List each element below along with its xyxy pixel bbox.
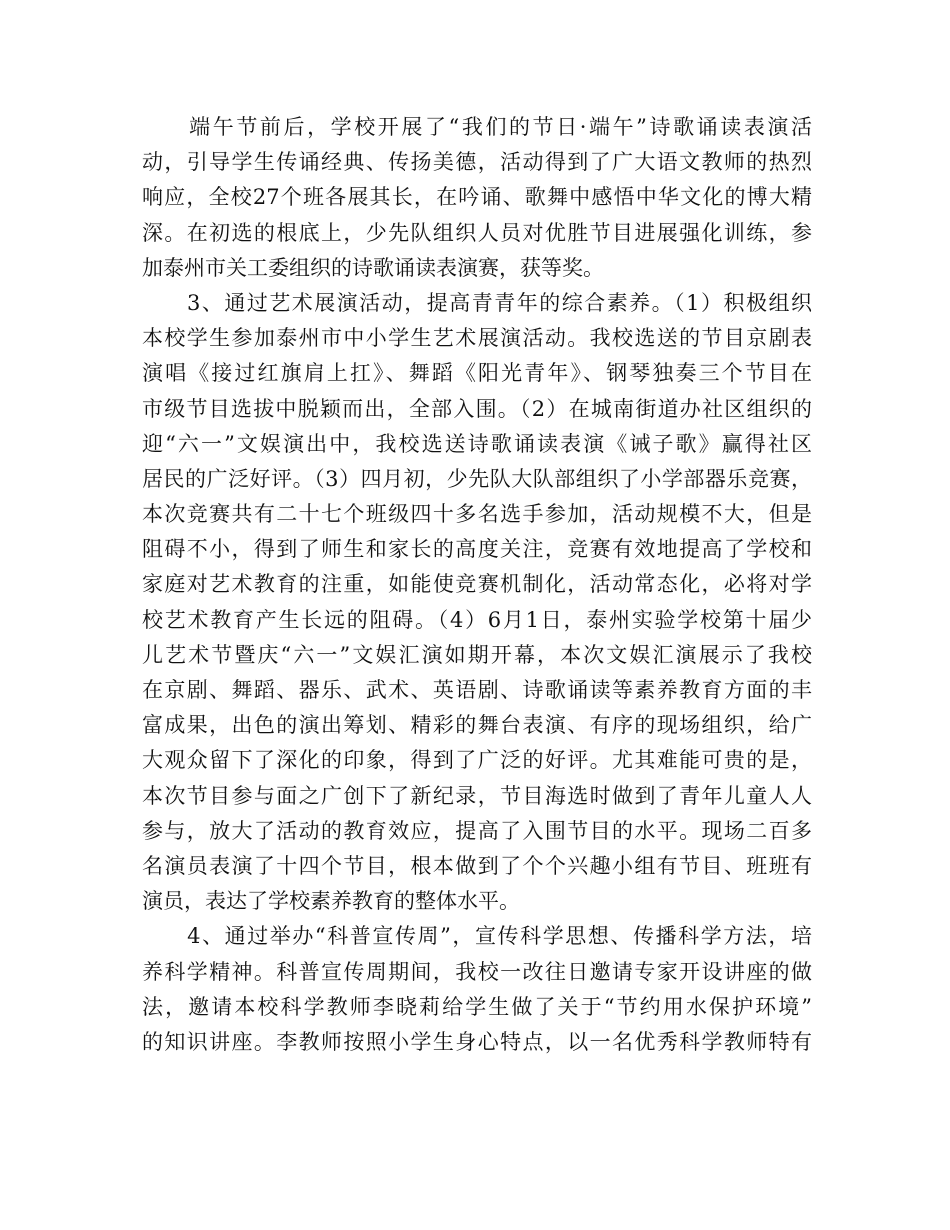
paragraph-dragon-boat-reading	[142, 110, 812, 286]
text-line: 端午节前后，学校开展了“我们的节日·端午”诗歌诵读表演活	[142, 115, 812, 139]
text-line: 迎“六一”文娱演出中，我校选送诗歌诵读表演《诫子歌》赢得社区	[142, 431, 812, 456]
text-line: 养科学精神。科普宣传周期间，我校一改往日邀请专家开设讲座的做	[142, 959, 812, 984]
text-line: 法，邀请本校科学教师李晓莉给学生做了关于“节约用水保护环境”	[142, 994, 812, 1019]
text-line: 在京剧、舞蹈、器乐、武术、英语剧、诗歌诵读等素养教育方面的丰	[142, 678, 812, 702]
text-line: 校艺术教育产生长远的阻碍。（4）6月1日，泰州实验学校第十届少	[142, 607, 812, 632]
text-line: 本次竞赛共有二十七个班级四十多名选手参加，活动规模不大，但是	[142, 502, 812, 527]
text-line: 的知识讲座。李教师按照小学生身心特点，以一名优秀科学教师特有	[142, 1029, 812, 1054]
text-line: 市级节目选拔中脱颖而出，全部入围。（2）在城南街道办社区组织的	[142, 396, 812, 421]
text-line: 名演员表演了十四个节目，根本做到了个个兴趣小组有节目、班班有	[142, 853, 812, 878]
text-line: 居民的广泛好评。（3）四月初，少先队大队部组织了小学部器乐竞赛，	[142, 466, 812, 491]
text-line: 参与，放大了活动的教育效应，提高了入围节目的水平。现场二百多	[142, 818, 812, 843]
text-line: 演唱《接过红旗肩上扛》、舞蹈《阳光青年》、钢琴独奏三个节目在	[142, 361, 812, 386]
body-text	[142, 110, 812, 1060]
text-line: 演员，表达了学校素养教育的整体水平。	[142, 889, 520, 914]
text-line: 富成果，出色的演出筹划、精彩的舞台表演、有序的现场组织，给广	[142, 713, 812, 738]
text-line: 3、通过艺术展演活动，提高青青年的综合素养。（1）积极组织	[142, 290, 812, 315]
text-line: 响应，全校27个班各展其长，在吟诵、歌舞中感悟中华文化的博大精	[142, 185, 812, 210]
paragraph-art-exhibition	[142, 286, 812, 919]
text-line: 阻碍不小，得到了师生和家长的高度关注，竞赛有效地提高了学校和	[142, 537, 812, 562]
text-line: 加泰州市关工委组织的诗歌诵读表演赛，获等奖。	[142, 255, 604, 280]
text-line: 家庭对艺术教育的注重，如能使竞赛机制化，活动常态化，必将对学	[142, 572, 812, 597]
text-line: 4、通过举办“科普宣传周”，宣传科学思想、传播科学方法，培	[142, 924, 812, 949]
text-line: 儿艺术节暨庆“六一”文娱汇演如期开幕，本次文娱汇演展示了我校	[142, 642, 812, 667]
text-line: 本校学生参加泰州市中小学生艺术展演活动。我校选送的节目京剧表	[142, 326, 812, 351]
text-line: 大观众留下了深化的印象，得到了广泛的好评。尤其难能可贵的是，	[142, 748, 812, 773]
text-line: 深。在初选的根底上，少先队组织人员对优胜节目进展强化训练，参	[142, 220, 812, 245]
paragraph-science-week	[142, 919, 812, 1060]
text-line: 动，引导学生传诵经典、传扬美德，活动得到了广大语文教师的热烈	[142, 150, 812, 175]
text-line: 本次节目参与面之广创下了新纪录，节目海选时做到了青年儿童人人	[142, 783, 812, 808]
